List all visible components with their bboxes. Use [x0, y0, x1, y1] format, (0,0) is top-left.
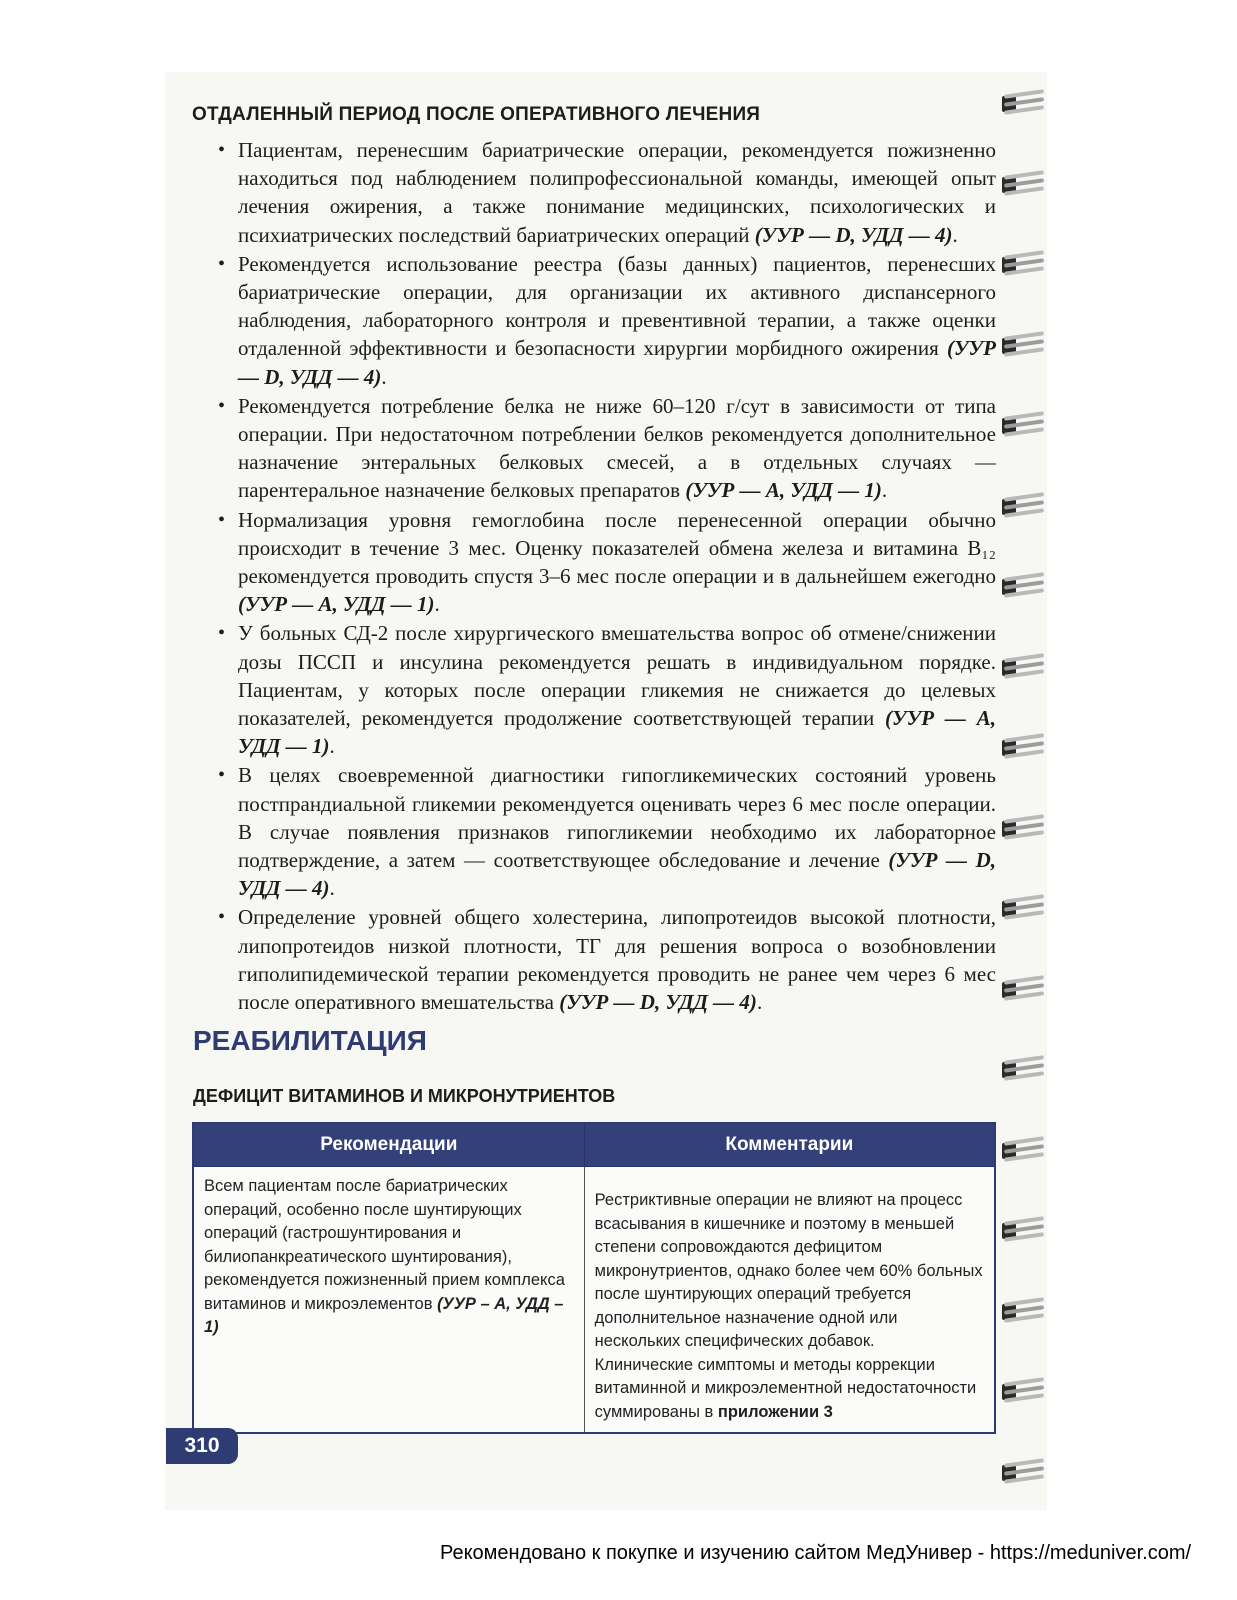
recommendation-cell: [193, 1167, 584, 1434]
list-item: [214, 506, 996, 619]
spiral-ring-icon: [998, 893, 1046, 923]
page-number: 310: [166, 1428, 238, 1464]
spiral-ring-icon: [998, 1376, 1046, 1406]
comment-paragraph-1: Рестриктивные операции не влияют на процесс всасывания в кишечнике и поэтому в меньшей степени сопровождаются дефицитом микронутриентов, однако более чем 60% больных после шунтирующих операций требуется дополнительное назначение одной или нескольких специфических добавок.: [594, 1191, 983, 1350]
bullet-dot-icon: •: [218, 764, 226, 787]
bullet-dot-icon: •: [218, 508, 226, 531]
bullet-text: У больных СД-2 после хирургического вмешательства вопрос об отмене/снижении дозы ПССП и инсулина рекомендуется решать в индивидуальном порядке. Пациентам, у которых после операции гликемия не снижается до целевых показателей, рекомендуется продолжение соответствующей терапии: [238, 621, 996, 731]
list-item: [214, 619, 996, 760]
recommendation-list: [214, 136, 996, 1017]
bullet-end: .: [329, 734, 335, 759]
spiral-binding: [998, 88, 1050, 1488]
bullet-dot-icon: •: [218, 394, 226, 417]
bullet-text: Рекомендуется потребление белка не ниже 60–120 г/сут в зависимости от типа операции. При недостаточном потреблении белков рекомендуется дополнительное назначение энтеральных белковых смесей, а в отдельных случаях — парентеральное назначение белковых препаратов: [238, 393, 996, 503]
bullet-text: Нормализация уровня гемоглобина после перенесенной операции обычно происходит в течение 3 мес. Оценку показателей обмена железа и витамина B₁₂ рекомендуется проводить спустя 3–6 мес после операции и в дальнейшем ежегодно: [238, 507, 996, 589]
evidence-level: (УУР — D, УДД — 4): [238, 336, 996, 389]
bullet-dot-icon: •: [218, 906, 226, 929]
bullet-dot-icon: •: [218, 622, 226, 645]
bullet-text: Определение уровней общего холестерина, липопротеидов высокой плотности, липопротеидов низкой плотности, ТГ для решения вопроса о возобновлении гиполипидемической терапии рекомендуется проводить не ранее чем через 6 мес после оперативного вмешательства: [238, 905, 996, 1015]
spiral-ring-icon: [998, 169, 1046, 199]
evidence-level: (УУР — A, УДД — 1): [238, 706, 996, 759]
section-heading: ОТДАЛЕННЫЙ ПЕРИОД ПОСЛЕ ОПЕРАТИВНОГО ЛЕЧЕНИЯ: [192, 104, 761, 125]
spiral-ring-icon: [998, 1135, 1046, 1165]
evidence-level: (УУР — A, УДД — 1): [685, 478, 882, 503]
spiral-ring-icon: [998, 813, 1046, 843]
bullet-dot-icon: •: [218, 252, 226, 275]
bullet-text: Рекомендуется использование реестра (базы данных) пациентов, перенесших бариатрические операции, для организации их активного диспансерного наблюдения, лабораторного контроля и превентивной терапии, а также оценки отдаленной эффективности и безопасности хирургии морбидного ожирения: [238, 251, 996, 361]
bullet-end: .: [881, 478, 888, 503]
bullet-end: .: [756, 990, 763, 1015]
spiral-ring-icon: [998, 491, 1046, 521]
list-item: [214, 250, 996, 391]
bullet-end: .: [434, 592, 440, 617]
list-item: [214, 761, 996, 902]
comment-appendix-ref: приложении 3: [717, 1402, 833, 1421]
footer-note: Рекомендовано к покупке и изучению сайтом МедУнивер - https://meduniver.com/: [440, 1542, 1192, 1564]
bullet-end: .: [329, 876, 335, 901]
evidence-level: (УУР — D, УДД — 4): [559, 990, 757, 1015]
recommendation-evidence: (УУР – A, УДД – 1): [204, 1294, 564, 1336]
spiral-ring-icon: [998, 1215, 1046, 1245]
recommendation-text: Всем пациентам после бариатрических операций, особенно после шунтирующих операций (гастрошунтирования и билиопанкреатического шунтирования), рекомендуется пожизненный прием комплекса витаминов и микроэлементов: [204, 1177, 565, 1313]
bullet-text: Пациентам, перенесшим бариатрические операции, рекомендуется пожизненно находиться под наблюдением полипрофессиональной команды, имеющей опыт лечения ожирения, а также понимание медицинских, психологических и психиатрических последствий бариатрических операций: [238, 138, 996, 247]
deficit-heading: ДЕФИЦИТ ВИТАМИНОВ И МИКРОНУТРИЕНТОВ: [193, 1086, 616, 1106]
spiral-ring-icon: [998, 1457, 1046, 1487]
spiral-ring-icon: [998, 1054, 1046, 1084]
evidence-level: (УУР — D, УДД — 4): [238, 848, 996, 901]
list-item: [214, 136, 996, 249]
comment-cell: [584, 1167, 995, 1434]
spiral-ring-icon: [998, 732, 1046, 762]
bullet-end: .: [381, 364, 387, 389]
bullet-end: .: [952, 222, 958, 247]
spiral-ring-icon: [998, 330, 1046, 360]
bullet-text: В целях своевременной диагностики гипогликемических состояний уровень постпрандиальной гликемии рекомендуется оценивать через 6 мес после операции. В случае появления признаков гипогликемии необходимо их лабораторное подтверждение, а затем — соответствующее обследование и лечение: [238, 763, 996, 873]
table-row: [193, 1167, 995, 1434]
spiral-ring-icon: [998, 1296, 1046, 1326]
table-header-row: [193, 1123, 995, 1167]
spiral-ring-icon: [998, 410, 1046, 440]
list-item: [214, 903, 996, 1016]
bullet-dot-icon: •: [218, 139, 226, 161]
evidence-level: (УУР — D, УДД — 4): [754, 222, 953, 247]
comment-paragraph-2: Клинические симптомы и методы коррекции витаминной и микроэлементной недостаточности суммированы в: [594, 1355, 977, 1421]
spiral-ring-icon: [998, 974, 1046, 1004]
evidence-level: (УУР — A, УДД — 1): [238, 592, 435, 617]
list-item: [214, 392, 996, 505]
recommendations-table: [192, 1122, 996, 1434]
spiral-ring-icon: [998, 249, 1046, 279]
spiral-ring-icon: [998, 88, 1046, 118]
header-recommendations: Рекомендации: [193, 1123, 584, 1167]
header-comments: Комментарии: [584, 1123, 995, 1167]
spiral-ring-icon: [998, 571, 1046, 601]
spiral-ring-icon: [998, 652, 1046, 682]
rehab-heading: РЕАБИЛИТАЦИЯ: [193, 1025, 427, 1056]
